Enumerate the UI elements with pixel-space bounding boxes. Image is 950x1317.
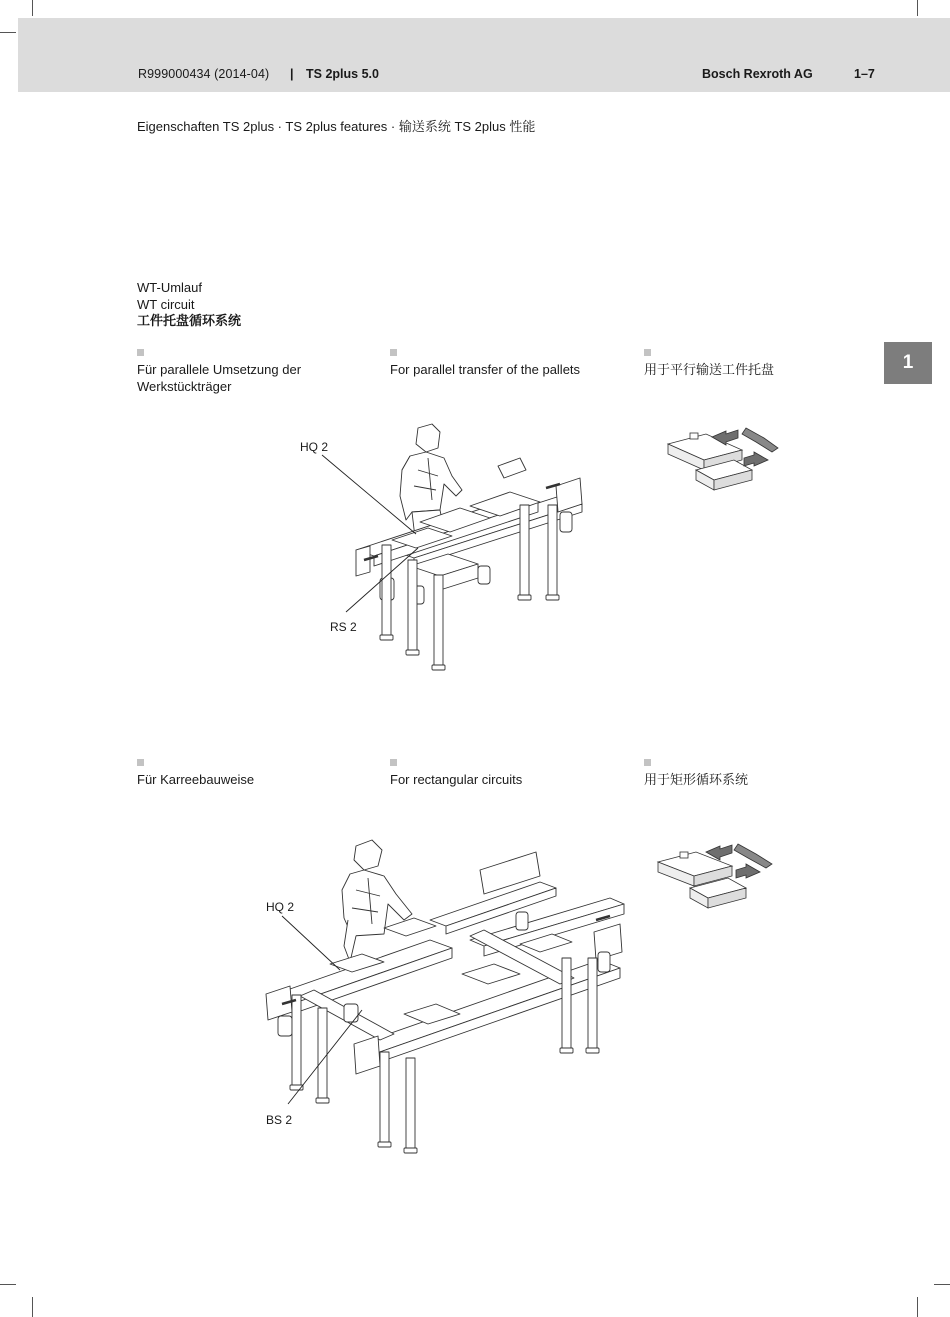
callout-hq2-rect: HQ 2	[266, 900, 295, 914]
callout-bs2: BS 2	[266, 1113, 293, 1127]
rectangular-circuit-illustration	[266, 840, 624, 1153]
section-title-en: WT circuit	[137, 296, 195, 312]
rect-text-de: Für Karreebauweise	[137, 772, 255, 787]
company-name: Bosch Rexroth AG	[702, 67, 813, 81]
document-number: R999000434 (2014-04)	[138, 67, 270, 81]
product-name: TS 2plus 5.0	[306, 67, 379, 81]
page-subtitle: Eigenschaften TS 2plus · TS 2plus features · 输送系统 TS 2plus 性能	[137, 119, 536, 134]
rectangular-circuit-diagram-icon	[658, 844, 772, 908]
parallel-transfer-diagram-icon	[668, 428, 778, 490]
parallel-transfer-illustration	[356, 424, 582, 670]
callout-rs2: RS 2	[330, 620, 357, 634]
parallel-text-en: For parallel transfer of the pallets	[390, 362, 581, 377]
header-separator: |	[290, 67, 294, 81]
section-title-de: WT-Umlauf	[137, 280, 202, 295]
rect-text-en: For rectangular circuits	[390, 772, 523, 787]
rect-text-zh: 用于矩形循环系统	[644, 772, 749, 787]
page-number: 1–7	[854, 67, 875, 81]
section-title-zh: 工件托盘循环系统	[137, 313, 242, 328]
callout-hq2-parallel: HQ 2	[300, 440, 329, 454]
parallel-text-de: Für parallele Umsetzung der Werkstückträger	[137, 362, 302, 394]
operator-figure	[342, 840, 412, 962]
chapter-tab: 1	[884, 342, 932, 384]
parallel-text-zh: 用于平行输送工件托盘	[644, 362, 775, 377]
